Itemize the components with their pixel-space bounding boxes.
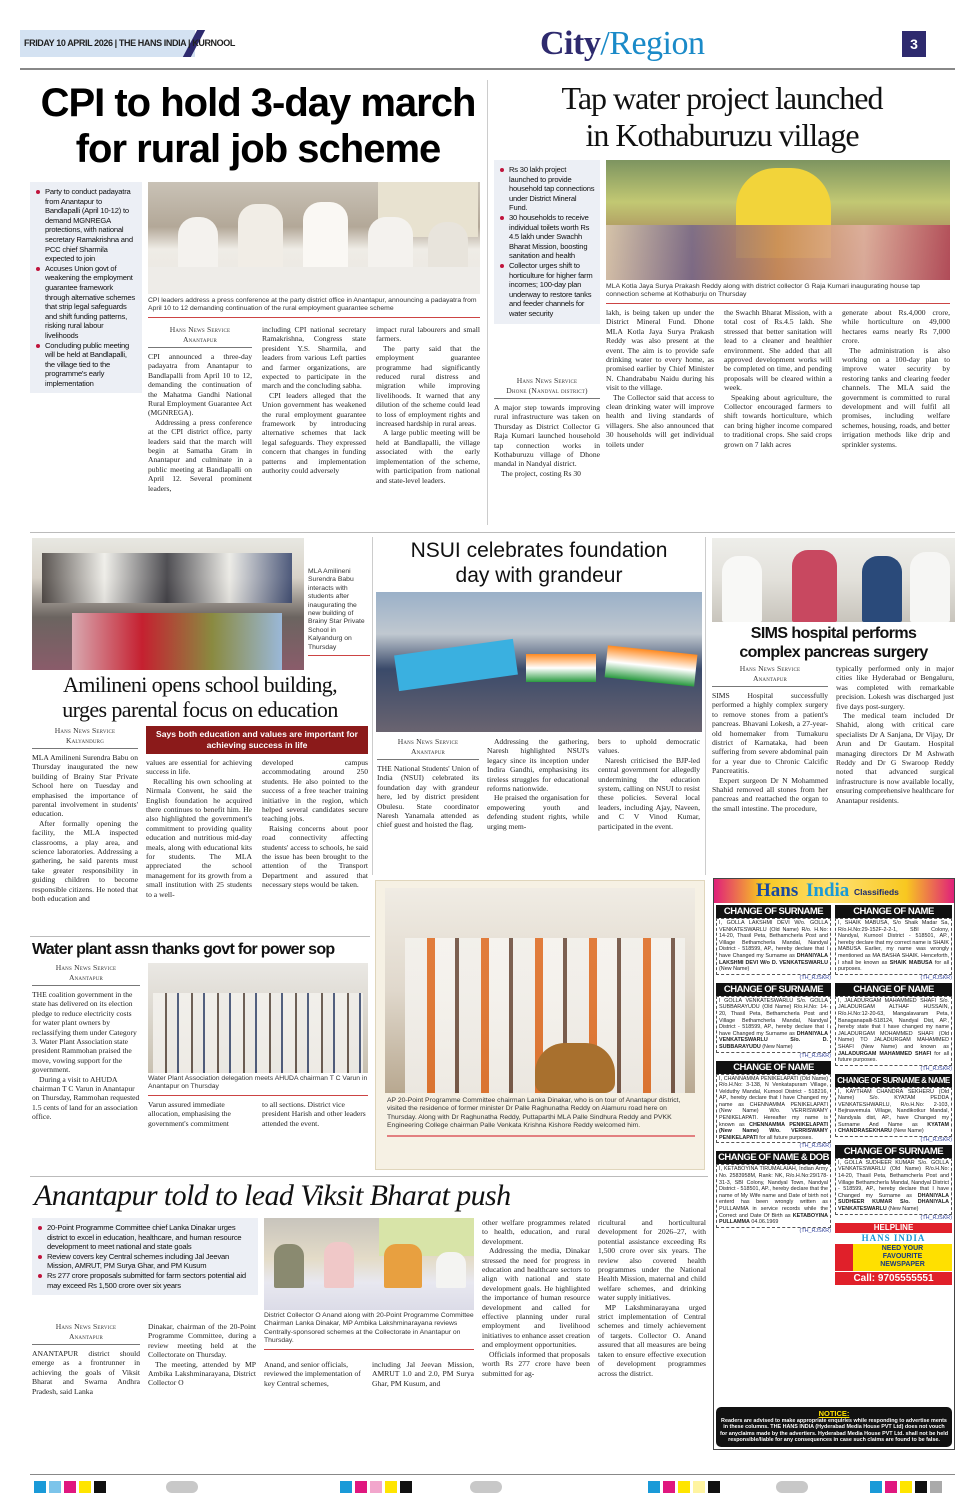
paragraph: After formally opening the facility, the MLA inspected classrooms, a play area, and science laboratories. Addressing a gathering, he said parents must take greater responsibility in guiding children to become responsible citizens. He noted that both education and (32, 818, 138, 904)
tap-col-4 (842, 308, 950, 449)
classified-head: CHANGE OF NAME (716, 1061, 831, 1074)
paragraph: The medical team included Dr Shahid, along with critical care specialists Dr A Sanjana, Dr Vijay, Dr Arun and Dr Gautam. Hospital managing directors Dr M Ashwath Reddy and Dr G Swaroop Reddy noted that advanced surgical infrastructure is now available locally, ensuring comprehensive healthcare for Anantapur residents. (836, 711, 954, 805)
sims-headline-line-2: complex pancreas surgery (739, 644, 928, 661)
classifieds-banner (714, 879, 954, 903)
classifieds-label: Classifieds (854, 887, 899, 897)
viksit-photo-person (436, 1252, 466, 1288)
paragraph: Anand, and senior officials, reviewed the implementation of key Central schemes, (264, 1360, 361, 1388)
paragraph: the Swachh Bharat Mission, with a total cost of Rs.4.5 lakh. She stressed that better sanitation will lead to a cleaner and healthier environment. She added that all approved development works will be completed on time, and pending proposals will be cleared within a week. (724, 308, 832, 393)
classified-text (716, 996, 831, 1053)
viksit-photo-person (274, 1244, 304, 1288)
viksit-col-4 (372, 1360, 474, 1388)
paragraph: other welfare programmes related to health, education, and rural development. (482, 1218, 590, 1246)
cpi-bullet: Accuses Union govt of weakening the employment guarantee framework through alternative schemes that strip legal safeguards and shift funding patterns, risking rural labour livelihoods (36, 264, 138, 341)
school-photo-kids (72, 613, 282, 670)
paragraph: A major step towards improving rural infrastructure was taken on Thursday as District Collector G Raja Kumari launched household tap connection works in Kothaburuzu village of Dhone mandal in Nandyal district. (494, 403, 600, 469)
classified-ad (835, 983, 952, 1073)
page-number: 3 (902, 31, 926, 57)
viksit-body (32, 1349, 140, 1396)
classified-tag: (TH_RJSKR) (920, 1065, 952, 1072)
paragraph: Addressing the media, Dinakar stressed the need for progress in education and healthcare sectors to align with national and state development goals. He highlighted the importance of human resource development and called for effective planning under rural employment and livelihood initiatives to enhance asset creation and employment opportunities. (482, 1246, 590, 1350)
helpline-call[interactable]: Call: 9705555551 (835, 1272, 952, 1285)
nsui-col-2 (487, 737, 589, 831)
nsui-photo-flag (605, 645, 698, 686)
classifieds-brand-india: India (806, 880, 850, 901)
registration-swatch (79, 1481, 91, 1493)
cpi-caption: CPI leaders address a press conference at the party district office in Anantapur, announcing a padayatra from April 10 to 12 demanding continuation of the rural employment guarantee scheme (148, 297, 480, 318)
classified-ad (716, 983, 831, 1060)
nsui-photo-flag (526, 654, 596, 682)
classified-text (716, 1164, 831, 1227)
classified-new-name: DHANIYALA LAKSHMI DEVI W/o D. VENKATESWARLU (719, 952, 828, 966)
nsui-body (377, 764, 479, 830)
sims-body (712, 691, 828, 813)
paragraph: Naresh criticised the BJP-led central government for allegedly undermining the education system, calling on NSUI to resist these policies. Several local leaders, including Ajay, Naveen, and C V Vinod Kumar, participated in the event. (598, 755, 700, 831)
registration-pill (776, 1481, 808, 1493)
classified-tail: for all future purposes. (759, 1134, 813, 1141)
registration-pill (166, 1481, 198, 1493)
school-col-3 (262, 758, 368, 890)
nsui-headline-line-2: day with grandeur (455, 564, 623, 587)
paragraph: impact rural labourers and small farmers. (376, 325, 480, 344)
cpi-photo-table (148, 267, 480, 294)
cpi-bullet: Party to conduct padayatra from Anantapur to Bandlapalli (April 10-12) to demand MGNREGA protections, with national secretary Ramakrishna and PCC chief Sharmila expected to join (36, 187, 138, 264)
school-caption: MLA Amilineni Surendra Babu interacts with students after inaugurating the new building of Brainy Star Private School in Kalyandurg on Thursday (308, 568, 370, 656)
section-title (540, 24, 705, 64)
registration-marks-center (340, 1481, 415, 1493)
tap-headline-line-2: in Kothaburuzu village (585, 117, 859, 153)
paragraph: CPI leaders alleged that the Union government has weakened the rural employment guarantee framework by introducing alternative schemes that lack legal safeguards. They expressed concern that changes in funding patterns and implementation authority could adversely (262, 390, 366, 476)
paragraph: Officials informed that proposals worth Rs 277 crore have been submitted for ag- (482, 1349, 590, 1378)
paragraph: Addressing a press conference at the CPI district office, party leaders said that the march will begin at Samatha Gram in Anantapur and culminate in a public meeting at Bandlapalli on April 12. Several prominent leaders, (148, 417, 252, 493)
sims-photo-doctor (910, 552, 950, 622)
classified-body: I, KETABOYINA TIRUMALAIAH, Indian Army No. 2583958M, Rank: NK, R/o.H.No:29/178-31-3, SBI Colony, Nandyal Town, Nandyal District - 518501, AP., hereby declare that the name of My Wife name and Date of birth not enterd has been wrongly written as PULLAMMA in service records while the Correct and Date Of Birth as (719, 1166, 828, 1219)
section-region: /Region (600, 25, 705, 62)
viksit-col-5 (482, 1218, 590, 1378)
byline-place: Anantapur (410, 746, 446, 756)
school-col-1 (32, 726, 138, 904)
helpline-pitch-line: NEED YOUR (881, 1244, 924, 1252)
paragraph: CPI announced a three-day padayatra from Anantapur to Bandlapalli from April 10 to 12, demanding the continuation of the Mahatma Gandhi National Rural Employment Guarantee Act (MGNREGA). (148, 352, 252, 418)
classified-tag: (TH_RJSKR) (920, 1214, 952, 1221)
paragraph: THE National Students' Union of India (NSUI) celebrated its foundation day with grandeur here, led by district president Obulesu. State coordinator Naresh Yanamala attended as chief guest and hoisted the flag. (377, 764, 479, 830)
nsui-photo-flag (394, 639, 518, 691)
sims-photo-doctor (862, 556, 902, 622)
helpline-pitch (835, 1244, 952, 1271)
classifieds-notice (716, 1407, 952, 1447)
byline-service: Hans News Service (739, 664, 801, 673)
classified-ad (835, 1074, 952, 1144)
nsui-byline (377, 737, 479, 760)
classified-text (835, 1158, 952, 1215)
byline-service: Hans News Service (516, 376, 578, 385)
cpi-highlights (30, 182, 142, 393)
viksit-headline: Anantapur told to lead Viksit Bharat push (34, 1179, 511, 1212)
sims-col-1 (712, 664, 828, 813)
paragraph: MP Lakshminarayana urged strict implementation of Central schemes and timely achievement of targets. Collector O. Anand assured that all measures are being taken to ensure effective execution of development programmes across the district. (598, 1302, 706, 1378)
classified-ad (716, 905, 831, 982)
masthead (20, 25, 955, 70)
classified-tag: (TH_RJSKR) (920, 974, 952, 981)
sims-photo-doctor (722, 556, 762, 622)
school-body (32, 753, 138, 904)
classified-tail: (New Name) (762, 1043, 793, 1050)
byline-place: Anantapur (68, 972, 104, 982)
classified-body: I GOLLA VENKATESWARLU S/o. GOLLA SUBBARAYUDU (Old Name) R/o.H.No: 14-20, Thasil Peta, Bethamcherla Post and Village Bethamcherla Mandal, Nandyal District - 518599, AP., hereby declare that I have Changed my Surname as (719, 997, 828, 1037)
paragraph: lakh, is being taken up under the District Mineral Fund. Dhone MLA Kotla Jaya Surya Prakash Reddy was also present at the event. The aim is to provide safe drinking water to every home, as promised earlier by Chief Minister N. Chandrababu Naidu during his visit to the village. (606, 308, 714, 393)
paragraph: A large public meeting will be held at Bandlapalli, the village associated with the early implementation of the scheme, with participation from national and state-level leaders. (376, 428, 480, 485)
viksit-photo-person (384, 1244, 422, 1288)
registration-swatch (870, 1481, 882, 1493)
classified-new-name: KETABOYINA PULLAMMA (719, 1212, 829, 1226)
byline-place: Dhone (Nandyal district) (506, 385, 588, 395)
registration-swatch (693, 1481, 705, 1493)
classified-new-name: KYATAM CHANDRASEKHARU (838, 1121, 949, 1135)
notice-text: Readers are advised to make appropriate enquiries while responding to advertise ments in these columns. THE HANS INDIA (Hyderabad Media House PVT Ltd) does not vouch for anyclaims made by the advertiers. Hyderabad Media House PVT Ltd. shall not be held responsible/liable for any consequences in case such claims are found to be false. (720, 1417, 948, 1444)
registration-swatch (648, 1481, 660, 1493)
byline-service: Hans News Service (55, 963, 117, 972)
registration-swatch (930, 1481, 942, 1493)
paragraph: Expert surgeon Dr N Mohammed Shahid removed all stones from her pancreas and reattached the organ to the small intestine. The procedure, (712, 775, 828, 813)
tap-bullet: Collector urges shift to horticulture for higher farm incomes; 100-day plan underway to restore tanks and feeder channels for water security (500, 261, 596, 319)
classified-new-name: DHANIYALA VENKATESWARLU S/o. D. SUBBARAYUDU (719, 1030, 828, 1050)
classified-body: I, GOLLA SUDHEER KUMAR S/o. GOLLA VENKATESWARLU (Old Name) R/o.H.No: 14-20, Thasil Peta, Bethamcherla Post and Village Bethamcherla Mandal, Nandyal District - 518599, AP., hereby declare that I have Changed my Surname as (838, 1159, 949, 1199)
water-headline: Water plant assn thanks govt for power sop (32, 941, 335, 958)
helpline-pitch-line: NEWSPAPER (880, 1261, 925, 1269)
tap-body (494, 403, 600, 478)
registration-swatch (385, 1481, 397, 1493)
classified-head: CHANGE OF SURNAME & NAME (835, 1074, 952, 1087)
byline-service: Hans News Service (55, 1322, 117, 1331)
classified-head: CHANGE OF SURNAME (716, 983, 831, 996)
section-rule (30, 936, 370, 937)
water-photo-group (153, 993, 363, 1073)
paragraph: Recalling his own schooling at Nirmala Convent, he said the English foundation he acquired there continues to benefit him. He also highlighted the government's commitment to providing quality education and nutritious mid-day meals, along with educational kits for students. The MLA appreciated the school management for its growth from a small institution with 25 students to a well- (146, 776, 252, 899)
paragraph: ANANTAPUR district should emerge as a frontrunner in achieving the goals of Viksit Bharat and Swarna Andhra Pradesh, said Lanka (32, 1349, 140, 1396)
paragraph: developed campus accommodating around 250 students. He also pointed to the success of a free teacher training initiative in the region, which helped several candidates secure teaching jobs. (262, 758, 368, 824)
paragraph: THE coalition government in the state has delivered on its election pledge to reduce electricity costs for water plant owners by reclassifying them under Category 3. Water Plant Association state president Rammohan praised the move, vowing support for the government. (32, 990, 137, 1075)
paragraph: Dinakar, chairman of the 20-Point Programme Committee, during a review meeting held at the Collectorate on Thursday. (148, 1322, 256, 1360)
dinakar-photo-dog (535, 1043, 615, 1093)
viksit-bullet: Review covers key Central schemes including Jal Jeevan Mission, AMRUT, PM Surya Ghar, and PM Kusum (38, 1252, 254, 1271)
classified-ad (835, 905, 952, 982)
registration-swatch (64, 1481, 76, 1493)
tap-bullet: 30 households to receive individual toilets worth Rs 4.5 lakh under Swachh Bharat Mission, boosting sanitation and health (500, 213, 596, 261)
sims-photo-patient (792, 550, 837, 622)
classified-tag: (TH_RJSKR) (799, 1143, 831, 1150)
classified-head: CHANGE OF NAME (835, 983, 952, 996)
cpi-photo-figure (238, 204, 283, 272)
tap-photo (606, 160, 950, 280)
byline-service: Hans News Service (54, 726, 116, 735)
registration-swatch (900, 1481, 912, 1493)
viksit-col-2 (148, 1322, 256, 1388)
school-headline-line-2: urges parental focus on education (62, 697, 338, 722)
paragraph: generate about Rs.4,000 crore, while horticulture on 49,000 hectares earns nearly Rs 7,000 crore. (842, 308, 950, 346)
masthead-rule (20, 68, 955, 70)
school-headline-line-1: Amilineni opens school building, (62, 672, 338, 697)
classified-tag: (TH_RJSKR) (920, 1136, 952, 1143)
classified-text (835, 996, 952, 1066)
classified-head: CHANGE OF NAME & DOB (716, 1151, 831, 1164)
viksit-col-6 (598, 1218, 706, 1378)
paragraph: Raising concerns about poor road connectivity affecting students' access to schools, he said the issue has been brought to the attention of the Transport Department and assured that necessary steps would be taken. (262, 823, 368, 890)
sims-photo (712, 538, 955, 622)
column-divider (705, 537, 706, 875)
viksit-caption: District Collector O Anand along with 20-Point Programme Committee Chairman Lanka Dinakar, MP Ambika Lakshminarayana reviews Centrally-sponsored schemes at the Collectorate in Anantapur on Thursday. (264, 1312, 474, 1350)
classified-body: I, KAYTHAM CHANDRA SEKHERU (Old Name) S/o. KYATAM PEDDA VENKATESHWARLU, R/o.H.No: 2-103, Bejinavemula Village, Nandikotkur Mandal, Nandyala dist, AP., have Changed my Surname And Name as (838, 1088, 949, 1128)
paragraph: Speaking about agriculture, the Collector encouraged farmers to shift towards horticulture, which can bring higher income compared to traditional crops. She said crops grown on 7 lakh acres (724, 392, 832, 449)
classifieds-panel (713, 878, 955, 1450)
classified-text (716, 918, 831, 975)
tap-highlights (494, 160, 600, 324)
water-col-2 (148, 1100, 252, 1128)
nsui-col-1 (377, 737, 479, 830)
paragraph: The administration is also working on a 100-day plan to improve water security by restoring tanks and clearing feeder channels. The MLA said the government is committed to rural development and will fulfil all promises, including welfare schemes, housing, roads, and better irrigation methods like drip and sprinkler systems. (842, 345, 950, 449)
paragraph: bers to uphold democratic values. (598, 737, 700, 756)
paragraph: The meeting, attended by MP Ambika Lakshminarayana, District Collector O (148, 1359, 256, 1388)
paragraph: to all sections. District vice president Harish and other leaders attended the event. (262, 1100, 366, 1128)
classifieds-col-right (835, 904, 952, 1285)
classified-ad (716, 1061, 831, 1151)
helpline-pitch-line: FAVOURITE (882, 1253, 923, 1260)
viksit-col-1 (32, 1322, 140, 1396)
helpline-pitch-text (853, 1244, 952, 1271)
viksit-bullet: Rs 277 crore proposals submitted for farm sectors potential aid may exceed Rs 1,500 crore over six years (38, 1271, 254, 1290)
tap-col-2 (606, 308, 714, 449)
paragraph: Addressing the gathering, Naresh highlighted NSUI's legacy since its inception under Indira Gandhi, emphasising its tireless struggles for educational reforms nationwide. (487, 737, 589, 794)
nsui-col-3 (598, 737, 700, 831)
school-photo-adults (42, 553, 292, 603)
school-photo (32, 538, 304, 670)
notice-title: NOTICE: (818, 1408, 850, 1418)
cpi-col-2 (262, 325, 366, 476)
paragraph: The Collector said that access to clean drinking water will improve health and living standards of villagers. She also announced that 30 households will get individual toilets under (606, 392, 714, 449)
classified-text (835, 1087, 952, 1137)
sims-col-2 (836, 664, 954, 805)
helpline-red-block (835, 1244, 853, 1271)
classified-text (716, 1074, 831, 1144)
classified-body: I, CHANNAMMA PENIKELAPATI (Old Name) R/o.H.No: 3-138, N Venkatapuram Village, Velduthy Mandal, Kurnool District - 518216, AP., hereby declare that I have Changed my name as CHENNAMMA PENIKELAPATI (New Name) W/o. VERRISWAMY PENIKELAPATI. Hereafter my name is known as (719, 1075, 828, 1128)
cpi-col-1 (148, 325, 252, 493)
paragraph: MLA Amilineni Surendra Babu on Thursday inaugurated the new building of Brainy Star Private School here on Tuesday and emphasised the importance of parental involvement in students' education. (32, 753, 138, 819)
registration-marks-right-1 (648, 1481, 723, 1493)
section-rule (30, 532, 955, 533)
classified-head: CHANGE OF NAME (835, 905, 952, 918)
dinakar-photo (385, 888, 695, 1093)
column-divider (372, 537, 373, 875)
section-city: City (540, 25, 601, 62)
registration-swatch (663, 1481, 675, 1493)
registration-marks-left (34, 1481, 109, 1493)
cpi-bullet: Concluding public meeting will be held at Bandlapalli, the village tied to the programme's early implementation (36, 341, 138, 389)
classified-tail: 04.06.1969 (751, 1219, 779, 1226)
classified-body: I, GOLLA LAKSHMI DEVI W/o. GOLLA VENKATESWARLU (Old Name) R/o. H.No: 14-20, Thasil Peta, Bethamcherla Post and Village Bethamcherla Mandal, Nandyal District - 518599, AP., hereby declare that I have Changed my Surname as (719, 920, 828, 959)
paragraph: SIMS Hospital successfully performed a highly complex surgery to remove stones from a patient's pancreas. Bhavani Lokesh, a 27-year-old homemaker from Tumakuru district of Karnataka, had been suffering from severe abdominal pain for a year due to Chronic Calcific Pancreatitis. (712, 691, 828, 776)
registration-swatch (885, 1481, 897, 1493)
classified-ad (716, 1151, 831, 1234)
classified-head: CHANGE OF SURNAME (835, 1145, 952, 1158)
cpi-photo (148, 182, 480, 294)
classified-tag: (TH_RJSKR) (799, 1052, 831, 1059)
tap-byline (494, 376, 600, 399)
tap-caption: MLA Kotla Jaya Surya Prakash Reddy along with district collector G Raja Kumari inaugurating house tap connection scheme at Kothaburju on Thursday (606, 283, 950, 304)
cpi-photo-figure (178, 217, 218, 272)
school-byline (32, 726, 138, 749)
school-col-2 (146, 758, 252, 899)
helpline-ad (835, 1223, 952, 1285)
paragraph: Varun assured immediate allocation, emphasising the government's commitment (148, 1100, 231, 1128)
helpline-brand: HANS INDIA (861, 1232, 926, 1243)
paragraph: He praised the organisation for empowering youth and defending student rights, while urging mem- (487, 793, 589, 831)
tap-bullet: Rs 30 lakh project launched to provide household tap connections under District Mineral Fund. (500, 165, 596, 213)
classified-body: I, SHAIK MABUSA, S/o Shaik Madar Sa, R/o.H.No:29-152F-2-2-1, SBI Colony, Nandyal, Kurnool District - 518501, AP., hereby declare that my correct name is SHAIK MABUSA Earlier, my name was wrongly mentioned as MA BASHA SHAIK. Henceforth, I shall be known as (838, 920, 949, 966)
paragraph: The party said that the employment guarantee programme had significantly reduced rural distress and migration while improving livelihoods. It warned that any dilution of the scheme could lead to loss of employment rights and increased hardship in rural areas. (376, 343, 480, 429)
viksit-byline (32, 1322, 140, 1345)
tap-col-3 (724, 308, 832, 449)
school-headline (30, 672, 370, 722)
cpi-body (148, 352, 252, 493)
paragraph: including CPI national secretary Ramakrishna, Congress state president Y.S. Sharmila, and leaders from various Left parties and farmer organizations, are expected to participate in the march and the concluding sabha. (262, 325, 366, 391)
sims-byline (712, 664, 828, 687)
nsui-headline-line-1: NSUI celebrates foundation (410, 539, 668, 562)
tap-headline-line-1: Tap water project launched (561, 80, 883, 116)
viksit-bullet: 20-Point Programme Committee chief Lanka Dinakar urges district to excel in education, healthcare, and human resource development to meet national and state goals (38, 1223, 254, 1252)
viksit-col-3 (264, 1360, 364, 1388)
classified-tag: (TH_RJSKR) (799, 1227, 831, 1234)
registration-pill (470, 1481, 502, 1493)
water-col-1 (32, 963, 140, 1122)
paragraph: including Jal Jeevan Mission, AMRUT 1.0 and 2.0, PM Surya Ghar, PM Kusum, and (372, 1360, 474, 1388)
school-pullquote: Says both education and values are important for achieving success in life (146, 726, 368, 754)
tap-photo-crowd (606, 225, 950, 280)
classified-ad (835, 1145, 952, 1222)
classified-body: I, JALADURGAM MAHAMMED SHAFI S/o. JALADURGAM ALTHAF HUSSAIN, R/o.H.No:12-20-63, Mangalavaram Peta, Banaganapalli-518124, Nandyal Dist, AP., hereby state that I have changed my name JALADURGAM MOHAMMED SHAFI (Old Name) TO JALADURGAM MAHAMMED SHAFI (New Name) and known as (838, 997, 949, 1050)
byline-service: Hans News Service (397, 737, 459, 746)
cpi-headline-line-1: CPI to hold 3-day march (40, 81, 476, 125)
classifieds-col-left (716, 904, 831, 1235)
classified-new-name: CHENNAMMA PENIKELAPATI (New Name) W/o. VERRISWAMY PENIKELAPATI (719, 1121, 829, 1141)
viksit-highlights (32, 1218, 258, 1295)
water-col-3 (262, 1100, 368, 1128)
classified-text (835, 918, 952, 975)
registration-swatch (49, 1481, 61, 1493)
nsui-headline (375, 538, 703, 588)
registration-swatch (94, 1481, 106, 1493)
classified-tag: (TH_RJSKR) (799, 974, 831, 981)
byline-place: Anantapur (68, 1331, 104, 1341)
paragraph: typically performed only in major cities like Hyderabad or Bengaluru, was completed with remarkable precision. Lokesh was discharged just five days post-surgery. (836, 664, 954, 711)
cpi-byline (148, 325, 252, 348)
cpi-col-3 (376, 325, 480, 485)
water-body (32, 990, 140, 1122)
registration-swatch (915, 1481, 927, 1493)
paragraph: During a visit to AHUDA chairman T C Varun in Anantapur on Thursday, Rammohan requested 1.5 cents of land for an association office. (32, 1074, 140, 1122)
classified-head: CHANGE OF SURNAME (716, 905, 831, 918)
helpline-label: HELPLINE (835, 1223, 952, 1233)
dinakar-caption: AP 20-Point Programme Committee chairman Lanka Dinakar, who is on tour of Anantapur district, visited the residence of former minister Dr Palle Raghunatha Reddy on Alamuru road here on Thursday. Along with Dr Raghunatha Reddy, Puttaparthi MLA Palle Sindhura Reddy and PVKK Engineering College chairman Palle Venkata Krishna Kishore Reddy welcomed him. (387, 1097, 695, 1137)
byline-place: Anantapur (752, 673, 788, 683)
paragraph: The project, costing Rs 30 (501, 468, 581, 478)
nsui-photo (376, 592, 702, 732)
cpi-photo-figure (303, 202, 348, 272)
tap-col-1 (494, 376, 600, 478)
cpi-photo-figure (428, 222, 468, 272)
registration-swatch (678, 1481, 690, 1493)
registration-marks-right-2 (870, 1481, 945, 1493)
water-byline (32, 963, 140, 986)
cpi-photo-figure (368, 217, 413, 272)
water-photo (148, 963, 368, 1073)
classified-tail: (New Name) (719, 966, 750, 973)
cpi-headline (34, 80, 482, 172)
registration-swatch (708, 1481, 720, 1493)
registration-swatch (400, 1481, 412, 1493)
byline-place: Anantapur (182, 334, 218, 344)
registration-swatch (34, 1481, 46, 1493)
classified-new-name: JALADURGAM MAHAMMED SHAFI (838, 1050, 932, 1057)
registration-swatch (370, 1481, 382, 1493)
dateline: FRIDAY 10 APRIL 2026 | THE HANS INDIA | KURNOOL (24, 38, 235, 48)
classifieds-brand-hans: Hans (756, 880, 799, 901)
classified-new-name: DHANIYALA SUDHEER KUMAR S/o. DHANIYALA VENKATESWARLU (838, 1192, 949, 1212)
byline-service: Hans News Service (169, 325, 231, 334)
classified-tail: for all purposes. (838, 959, 949, 973)
classified-tail: (New Name) (893, 1128, 924, 1135)
column-divider (487, 80, 488, 525)
byline-place: Kalyandurg (65, 735, 105, 745)
registration-swatch (340, 1481, 352, 1493)
viksit-photo (264, 1218, 474, 1310)
classified-tail: (New Name) (888, 1206, 919, 1212)
registration-swatch (355, 1481, 367, 1493)
paragraph: ricultural and horticultural development for 2026–27, with potential assistance exceeding Rs 1,500 crore over six years. The review also covered health programmes under the National Health Mission, maternal and child welfare schemes, and drinking water supply initiatives. (598, 1218, 706, 1303)
cpi-headline-line-2: for rural job scheme (75, 127, 441, 171)
classified-new-name: SHAIK MABUSA (889, 959, 933, 966)
section-rule (30, 1176, 708, 1177)
paragraph: values are essential for achieving success in life. (146, 758, 252, 777)
footer-rule (30, 1474, 955, 1475)
water-caption: Water Plant Association delegation meets AHUDA chairman T C Varun in Anantapur on Thursday (148, 1075, 368, 1096)
sims-headline-line-1: SIMS hospital performs (750, 625, 917, 642)
classified-tail: for all future purposes. (838, 1050, 950, 1064)
sims-headline (712, 624, 955, 662)
tap-headline (492, 80, 952, 154)
viksit-photo-person (324, 1242, 354, 1288)
